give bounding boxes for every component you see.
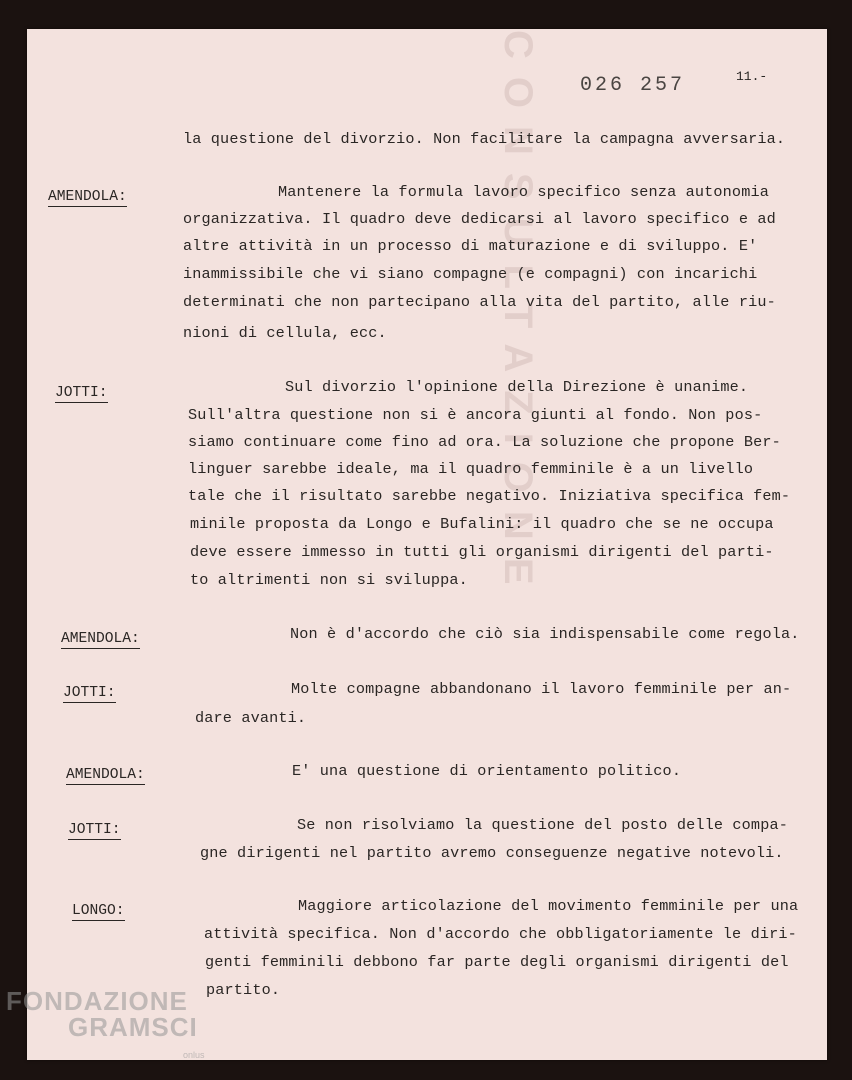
text-line: Mantenere la formula lavoro specifico senza autonomia [278,183,769,201]
speaker-label: JOTTI: [55,385,108,401]
logo-line-2: GRAMSCI [68,1012,198,1042]
text-line: la questione del divorzio. Non facilitare la campagna avversaria. [183,130,786,148]
logo-line-3: onlus [183,1050,205,1060]
text-line: tale che il risultato sarebbe negativo. Iniziativa specifica fem- [188,487,791,505]
text-line: attività specifica. Non d'accordo che obbligatoriamente le diri- [204,925,797,943]
archive-number: 026 257 [580,74,686,97]
logo-line-1: FONDAZIONE [6,986,188,1016]
text-line: Se non risolviamo la questione del posto delle compa- [297,816,788,834]
text-line: nioni di cellula, ecc. [183,324,387,342]
text-line: Molte compagne abbandonano il lavoro femminile per an- [291,680,792,698]
text-line: determinati che non partecipano alla vita del partito, alle riu- [183,293,776,311]
text-line: partito. [206,981,281,999]
text-line: linguer sarebbe ideale, ma il quadro femminile è a un livello [188,460,754,478]
speaker-label: JOTTI: [68,822,121,838]
text-line: to altrimenti non si sviluppa. [190,571,468,589]
consultazione-watermark: CONSULTAZIONE [496,30,540,603]
page-number: 11.- [736,69,768,84]
text-line: deve essere immesso in tutti gli organismi dirigenti del parti- [190,543,774,561]
text-line: genti femminili debbono far parte degli organismi dirigenti del [205,953,789,971]
text-line: Sul divorzio l'opinione della Direzione è unanime. [285,378,749,396]
speaker-label: LONGO: [72,903,125,919]
text-line: minile proposta da Longo e Bufalini: il quadro che se ne occupa [190,515,774,533]
text-line: Sull'altra questione non si è ancora giunti al fondo. Non pos- [188,406,763,424]
text-line: Non è d'accordo che ciò sia indispensabile come regola. [290,625,800,643]
text-line: dare avanti. [195,709,307,727]
speaker-label: JOTTI: [63,685,116,701]
text-line: organizzativa. Il quadro deve dedicarsi al lavoro specifico e ad [183,210,776,228]
speaker-label: AMENDOLA: [66,767,145,783]
speaker-label: AMENDOLA: [61,631,140,647]
text-line: altre attività in un processo di maturazione e di sviluppo. E' [183,237,758,255]
text-line: E' una questione di orientamento politico. [292,762,682,780]
speaker-label: AMENDOLA: [48,189,127,205]
text-line: siamo continuare come fino ad ora. La soluzione che propone Ber- [188,433,781,451]
text-line: inammissibile che vi siano compagne (e compagni) con incarichi [183,265,758,283]
text-line: gne dirigenti nel partito avremo conseguenze negative notevoli. [200,844,784,862]
fondazione-gramsci-logo [6,986,205,1060]
text-line: Maggiore articolazione del movimento femminile per una [298,897,799,915]
